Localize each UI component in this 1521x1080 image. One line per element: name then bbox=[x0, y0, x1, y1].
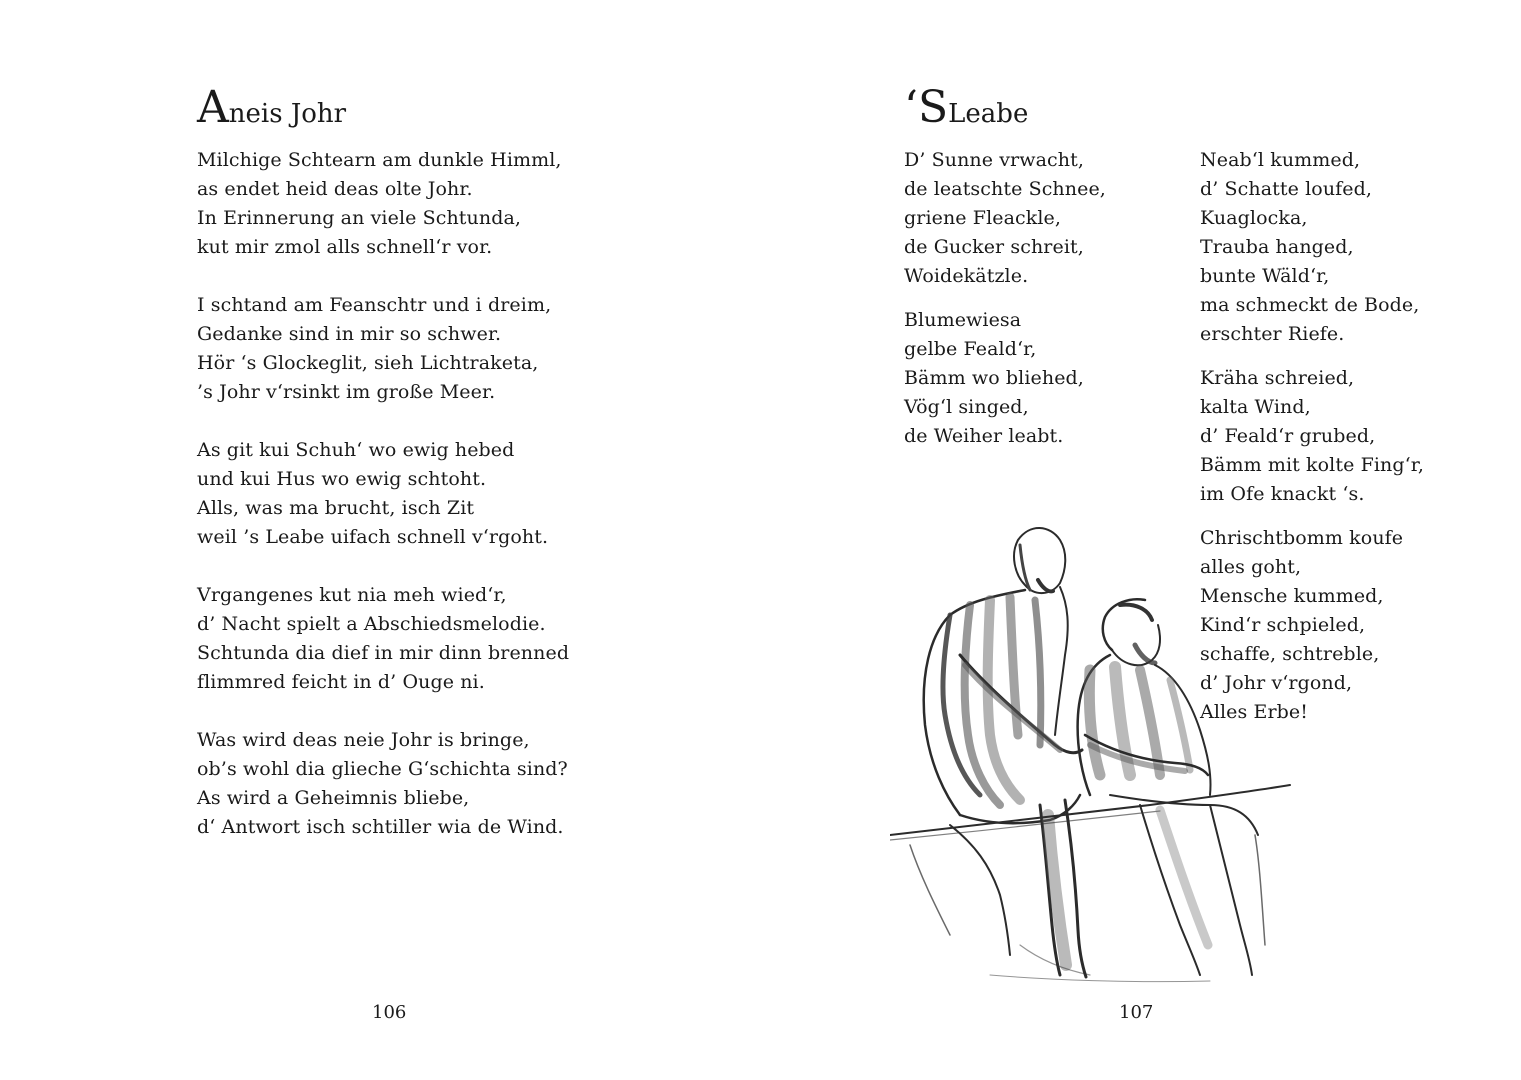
poem-line: In Erinnerung an viele Schtunda, bbox=[197, 207, 522, 229]
poem-title bbox=[904, 82, 1029, 133]
poem-line: as endet heid deas olte Johr. bbox=[197, 178, 473, 200]
poem-column-1 bbox=[904, 146, 1106, 466]
poem-line: kalta Wind, bbox=[1200, 396, 1311, 418]
poem-line: de leatschte Schnee, bbox=[904, 178, 1106, 200]
stanza bbox=[904, 306, 1106, 451]
poem-line: d’ Nacht spielt a Abschiedsmelodie. bbox=[197, 613, 546, 635]
poem-line: Neab‘l kummed, bbox=[1200, 149, 1361, 171]
poem-line: Woidekätzle. bbox=[904, 265, 1029, 287]
poem-line: As wird a Geheimnis bliebe, bbox=[197, 787, 470, 809]
poem-line: Vrgangenes kut nia meh wied‘r, bbox=[197, 584, 507, 606]
poem-line: Bämm wo bliehed, bbox=[904, 367, 1084, 389]
poem-line: d‘ Antwort isch schtiller wia de Wind. bbox=[197, 816, 564, 838]
poem-line: schaffe, schtreble, bbox=[1200, 643, 1380, 665]
poem-line: weil ’s Leabe uifach schnell v‘rgoht. bbox=[197, 526, 549, 548]
poem-line: d’ Feald‘r grubed, bbox=[1200, 425, 1376, 447]
poem-line: d’ Schatte loufed, bbox=[1200, 178, 1373, 200]
page-number: 106 bbox=[372, 1002, 407, 1023]
poem-title bbox=[197, 82, 347, 133]
poem-line: erschter Riefe. bbox=[1200, 323, 1345, 345]
poem-line: I schtand am Feanschtr und i dreim, bbox=[197, 294, 552, 316]
poem-line: alles goht, bbox=[1200, 556, 1302, 578]
stanza bbox=[197, 436, 569, 552]
poem-line: Alles Erbe! bbox=[1200, 701, 1309, 723]
poem-line: gelbe Feald‘r, bbox=[904, 338, 1037, 360]
sketch-illustration bbox=[890, 505, 1300, 990]
poem-line: D’ Sunne vrwacht, bbox=[904, 149, 1084, 171]
right-page bbox=[760, 0, 1521, 1080]
poem-line: Chrischtbomm koufe bbox=[1200, 527, 1404, 549]
stanza bbox=[197, 726, 569, 842]
poem-line: und kui Hus wo ewig schtoht. bbox=[197, 468, 487, 490]
poem-line: Trauba hanged, bbox=[1200, 236, 1354, 258]
poem-line: Blumewiesa bbox=[904, 309, 1022, 331]
poem-line: Hör ‘s Glockeglit, sieh Lichtraketa, bbox=[197, 352, 539, 374]
page-number: 107 bbox=[1119, 1002, 1154, 1023]
poem-line: bunte Wäld‘r, bbox=[1200, 265, 1330, 287]
left-page bbox=[0, 0, 760, 1080]
stanza bbox=[197, 146, 569, 262]
poem-line: As git kui Schuh‘ wo ewig hebed bbox=[197, 439, 515, 461]
stanza bbox=[197, 581, 569, 697]
poem-line: d’ Johr v‘rgond, bbox=[1200, 672, 1353, 694]
poem-line: Kind‘r schpieled, bbox=[1200, 614, 1366, 636]
poem-line: griene Fleackle, bbox=[904, 207, 1062, 229]
poem-line: ob’s wohl dia glieche G‘schichta sind? bbox=[197, 758, 568, 780]
poem-line: Was wird deas neie Johr is bringe, bbox=[197, 729, 530, 751]
poem-line: Schtunda dia dief in mir dinn brenned bbox=[197, 642, 570, 664]
poem-line: Mensche kummed, bbox=[1200, 585, 1384, 607]
stanza bbox=[1200, 364, 1424, 509]
poem-body bbox=[197, 146, 569, 871]
poem-line: de Gucker schreit, bbox=[904, 236, 1084, 258]
title-rest: Leabe bbox=[948, 99, 1029, 129]
poem-line: Gedanke sind in mir so schwer. bbox=[197, 323, 502, 345]
poem-line: Alls, was ma brucht, isch Zit bbox=[197, 497, 475, 519]
poem-line: im Ofe knackt ‘s. bbox=[1200, 483, 1365, 505]
poem-line: kut mir zmol alls schnell‘r vor. bbox=[197, 236, 493, 258]
poem-line: Milchige Schtearn am dunkle Himml, bbox=[197, 149, 562, 171]
poem-line: ma schmeckt de Bode, bbox=[1200, 294, 1420, 316]
poem-line: ’s Johr v‘rsinkt im große Meer. bbox=[197, 381, 496, 403]
poem-line: Kräha schreied, bbox=[1200, 367, 1355, 389]
poem-line: Kuaglocka, bbox=[1200, 207, 1308, 229]
title-initial: ‘S bbox=[904, 82, 949, 133]
poem-line: flimmred feicht in d’ Ouge ni. bbox=[197, 671, 485, 693]
stanza bbox=[904, 146, 1106, 291]
poem-line: Bämm mit kolte Fing‘r, bbox=[1200, 454, 1425, 476]
title-rest: neis Johr bbox=[228, 99, 347, 129]
stanza bbox=[197, 291, 569, 407]
stanza bbox=[1200, 146, 1424, 349]
poem-line: Vög‘l singed, bbox=[904, 396, 1029, 418]
title-initial: A bbox=[197, 82, 229, 133]
poem-line: de Weiher leabt. bbox=[904, 425, 1064, 447]
